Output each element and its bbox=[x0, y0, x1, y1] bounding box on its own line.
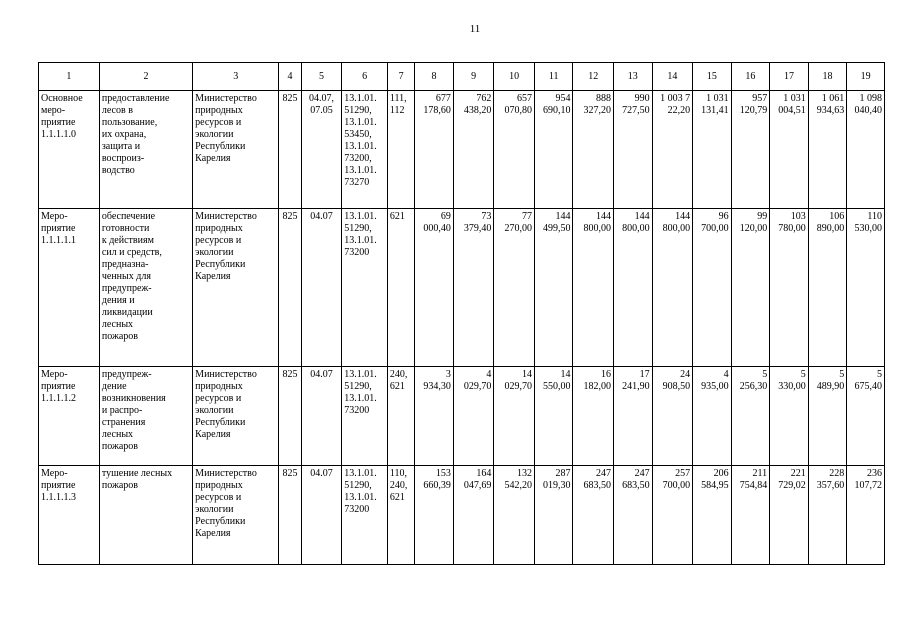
column-header: 6 bbox=[342, 63, 388, 91]
amount-cell: 1 031 131,41 bbox=[693, 91, 732, 209]
column-header: 9 bbox=[453, 63, 494, 91]
amount-cell: 5 489,90 bbox=[808, 367, 847, 466]
amount-cell: 1 061 934,63 bbox=[808, 91, 847, 209]
amount-cell: 144 800,00 bbox=[652, 209, 693, 367]
column-header: 11 bbox=[534, 63, 573, 91]
column-header: 1 bbox=[39, 63, 100, 91]
code-cell: 825 bbox=[279, 91, 301, 209]
amount-cell: 99 120,00 bbox=[731, 209, 770, 367]
amount-cell: 96 700,00 bbox=[693, 209, 732, 367]
amount-cell: 5 675,40 bbox=[847, 367, 885, 466]
activity-id-cell: Меро- приятие 1.1.1.1.1 bbox=[39, 209, 100, 367]
amount-cell: 211 754,84 bbox=[731, 466, 770, 565]
target-article-cell: 13.1.01. 51290, 13.1.01. 73200 bbox=[342, 466, 388, 565]
executor-cell: Министерство природных ресурсов и экологии Республики Карелия bbox=[193, 91, 279, 209]
column-header: 19 bbox=[847, 63, 885, 91]
amount-cell: 1 098 040,40 bbox=[847, 91, 885, 209]
expense-type-cell: 111, 112 bbox=[387, 91, 414, 209]
expense-type-cell: 240, 621 bbox=[387, 367, 414, 466]
amount-cell: 144 800,00 bbox=[614, 209, 653, 367]
column-header: 10 bbox=[494, 63, 535, 91]
amount-cell: 1 031 004,51 bbox=[770, 91, 809, 209]
amount-cell: 110 530,00 bbox=[847, 209, 885, 367]
amount-cell: 5 256,30 bbox=[731, 367, 770, 466]
table-row bbox=[39, 367, 885, 466]
amount-cell: 657 070,80 bbox=[494, 91, 535, 209]
amount-cell: 206 584,95 bbox=[693, 466, 732, 565]
expense-type-cell: 110, 240, 621 bbox=[387, 466, 414, 565]
amount-cell: 990 727,50 bbox=[614, 91, 653, 209]
amount-cell: 103 780,00 bbox=[770, 209, 809, 367]
amount-cell: 762 438,20 bbox=[453, 91, 494, 209]
amount-cell: 888 327,20 bbox=[573, 91, 614, 209]
activity-name-cell: обеспечение готовности к действиям сил и средств, предназна- ченных для предупреж- дения и ликвидации лесных пожаров bbox=[99, 209, 192, 367]
amount-cell: 957 120,79 bbox=[731, 91, 770, 209]
activity-name-cell: предупреж- дение возникновения и распро- странения лесных пожаров bbox=[99, 367, 192, 466]
amount-cell: 77 270,00 bbox=[494, 209, 535, 367]
column-header: 7 bbox=[387, 63, 414, 91]
activity-id-cell: Основное меро- приятие 1.1.1.1.0 bbox=[39, 91, 100, 209]
code-cell: 825 bbox=[279, 367, 301, 466]
amount-cell: 132 542,20 bbox=[494, 466, 535, 565]
expense-type-cell: 621 bbox=[387, 209, 414, 367]
amount-cell: 954 690,10 bbox=[534, 91, 573, 209]
column-header: 12 bbox=[573, 63, 614, 91]
amount-cell: 24 908,50 bbox=[652, 367, 693, 466]
header-row bbox=[39, 63, 885, 91]
section-cell: 04.07 bbox=[301, 367, 342, 466]
amount-cell: 1 003 7 22,20 bbox=[652, 91, 693, 209]
amount-cell: 4 029,70 bbox=[453, 367, 494, 466]
table-row bbox=[39, 209, 885, 367]
column-header: 2 bbox=[99, 63, 192, 91]
amount-cell: 4 935,00 bbox=[693, 367, 732, 466]
amount-cell: 17 241,90 bbox=[614, 367, 653, 466]
column-header: 8 bbox=[415, 63, 454, 91]
amount-cell: 164 047,69 bbox=[453, 466, 494, 565]
section-cell: 04.07 bbox=[301, 466, 342, 565]
table-row bbox=[39, 91, 885, 209]
amount-cell: 73 379,40 bbox=[453, 209, 494, 367]
page-number: 11 bbox=[469, 23, 481, 35]
table-row bbox=[39, 466, 885, 565]
code-cell: 825 bbox=[279, 209, 301, 367]
amount-cell: 287 019,30 bbox=[534, 466, 573, 565]
executor-cell: Министерство природных ресурсов и экологии Республики Карелия bbox=[193, 209, 279, 367]
amount-cell: 5 330,00 bbox=[770, 367, 809, 466]
section-cell: 04.07, 07.05 bbox=[301, 91, 342, 209]
column-header: 3 bbox=[193, 63, 279, 91]
amount-cell: 236 107,72 bbox=[847, 466, 885, 565]
column-header: 13 bbox=[614, 63, 653, 91]
activity-name-cell: тушение лесных пожаров bbox=[99, 466, 192, 565]
amount-cell: 153 660,39 bbox=[415, 466, 454, 565]
amount-cell: 16 182,00 bbox=[573, 367, 614, 466]
executor-cell: Министерство природных ресурсов и экологии Республики Карелия bbox=[193, 466, 279, 565]
amount-cell: 221 729,02 bbox=[770, 466, 809, 565]
column-header: 4 bbox=[279, 63, 301, 91]
amount-cell: 106 890,00 bbox=[808, 209, 847, 367]
column-header: 16 bbox=[731, 63, 770, 91]
column-header: 14 bbox=[652, 63, 693, 91]
column-header: 18 bbox=[808, 63, 847, 91]
column-header: 5 bbox=[301, 63, 342, 91]
amount-cell: 247 683,50 bbox=[573, 466, 614, 565]
amount-cell: 247 683,50 bbox=[614, 466, 653, 565]
activity-id-cell: Меро- приятие 1.1.1.1.2 bbox=[39, 367, 100, 466]
budget-table bbox=[38, 62, 885, 565]
activity-name-cell: предоставление лесов в пользование, их охрана, защита и воспроиз- водство bbox=[99, 91, 192, 209]
amount-cell: 14 029,70 bbox=[494, 367, 535, 466]
section-cell: 04.07 bbox=[301, 209, 342, 367]
amount-cell: 144 499,50 bbox=[534, 209, 573, 367]
amount-cell: 257 700,00 bbox=[652, 466, 693, 565]
target-article-cell: 13.1.01. 51290, 13.1.01. 53450, 13.1.01. 73200, 13.1.01. 73270 bbox=[342, 91, 388, 209]
amount-cell: 69 000,40 bbox=[415, 209, 454, 367]
code-cell: 825 bbox=[279, 466, 301, 565]
amount-cell: 228 357,60 bbox=[808, 466, 847, 565]
amount-cell: 677 178,60 bbox=[415, 91, 454, 209]
amount-cell: 144 800,00 bbox=[573, 209, 614, 367]
amount-cell: 14 550,00 bbox=[534, 367, 573, 466]
column-header: 17 bbox=[770, 63, 809, 91]
activity-id-cell: Меро- приятие 1.1.1.1.3 bbox=[39, 466, 100, 565]
executor-cell: Министерство природных ресурсов и экологии Республики Карелия bbox=[193, 367, 279, 466]
target-article-cell: 13.1.01. 51290, 13.1.01. 73200 bbox=[342, 367, 388, 466]
column-header: 15 bbox=[693, 63, 732, 91]
target-article-cell: 13.1.01. 51290, 13.1.01. 73200 bbox=[342, 209, 388, 367]
amount-cell: 3 934,30 bbox=[415, 367, 454, 466]
